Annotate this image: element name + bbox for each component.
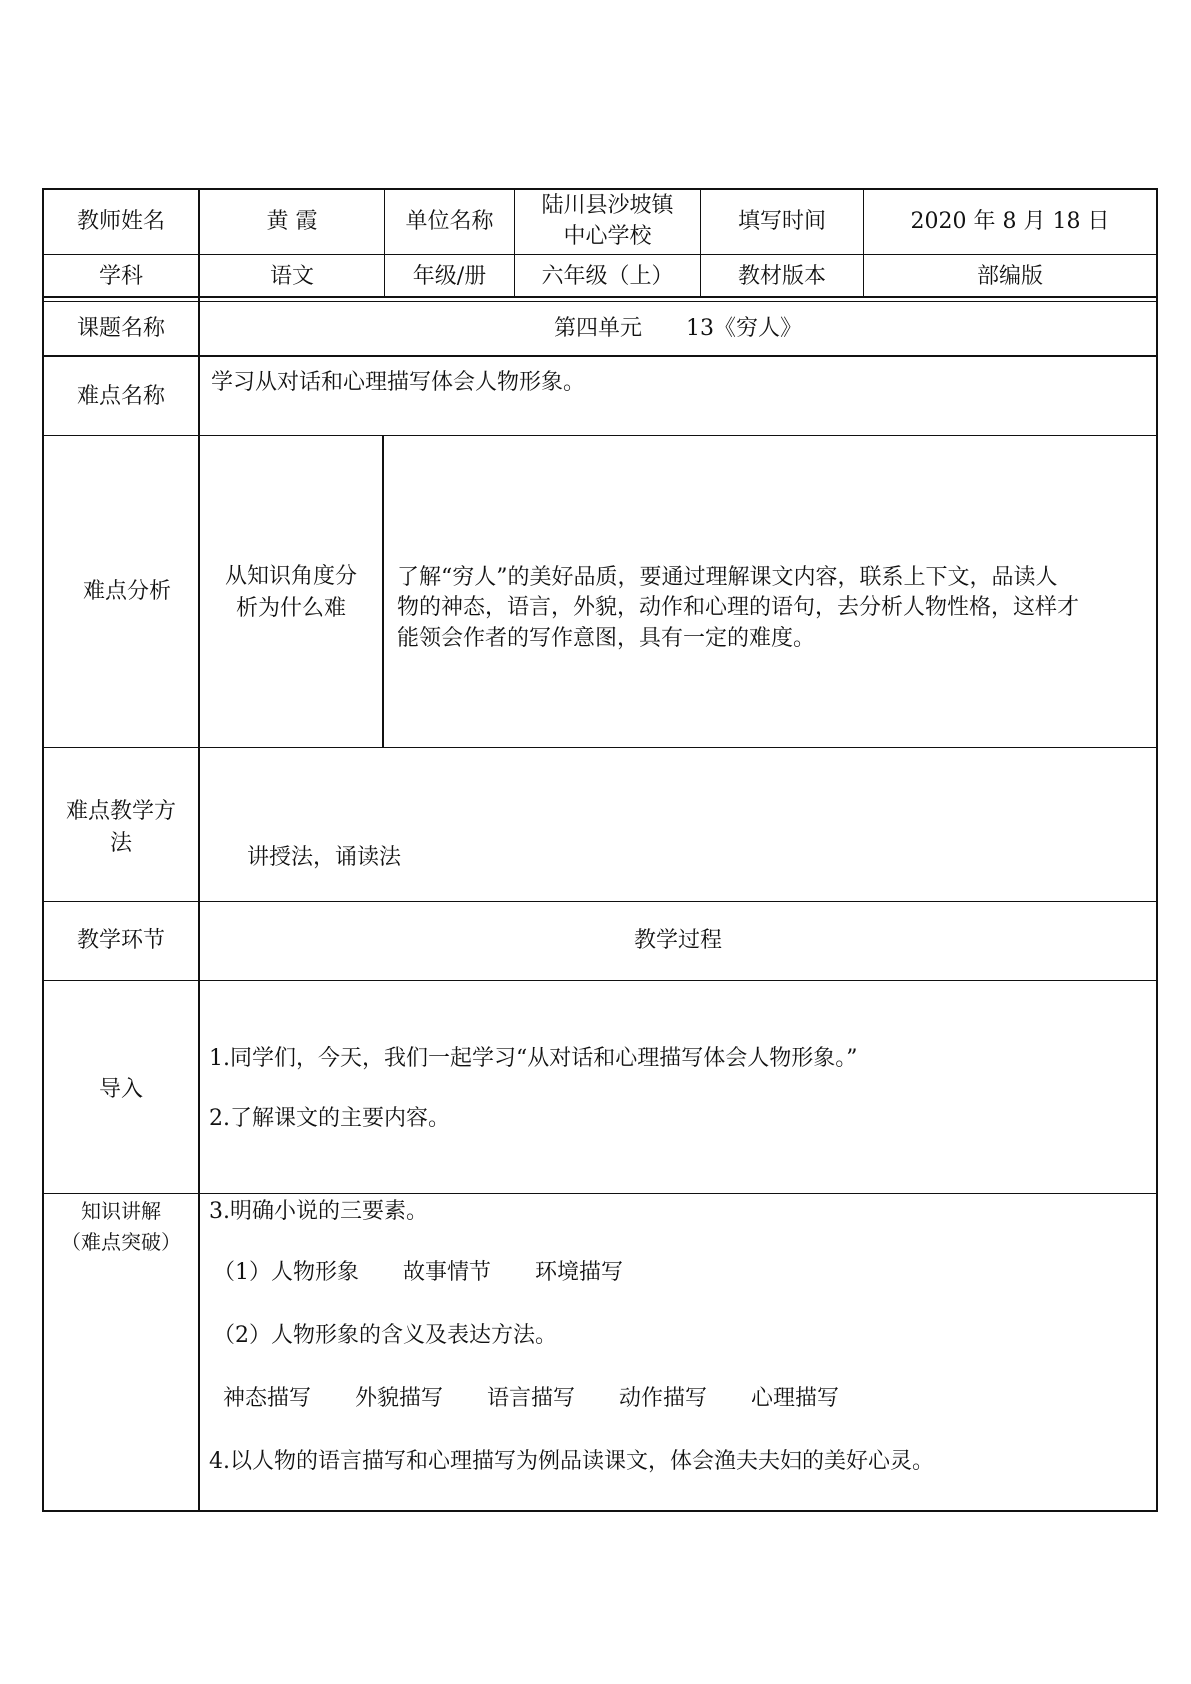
- row-divider: [42, 301, 1158, 302]
- unit-name-value-line1: 陆川县沙坡镇: [541, 193, 674, 218]
- fill-time-value: 2020 年 8 月 18 日: [910, 209, 1110, 234]
- row-divider: [42, 1193, 1158, 1194]
- row-divider: [42, 435, 1158, 436]
- analysis-text-line2: 物的神态，语言，外貌，动作和心理的语句，去分析人物性格，这样才: [397, 595, 1080, 620]
- knowledge-item-3: 3.明确小说的三要素。: [209, 1199, 428, 1224]
- analysis-inner-divider: [382, 435, 384, 747]
- teacher-name-value: 黄 霞: [266, 209, 318, 234]
- grade-value: 六年级（上）: [541, 264, 674, 289]
- analysis-text-line3: 能领会作者的写作意图，具有一定的难度。: [397, 626, 816, 651]
- knowledge-item-4: 4.以人物的语言描写和心理描写为例品读课文，体会渔夫夫妇的美好心灵。: [209, 1449, 934, 1474]
- method-value: 讲授法，诵读法: [247, 845, 402, 870]
- method-label-line1: 难点教学方: [65, 799, 176, 824]
- process-label: 教学环节: [76, 928, 165, 953]
- analysis-sub-label-line1: 从知识角度分: [224, 564, 357, 589]
- unit-name-value-line2: 中心学校: [563, 224, 652, 249]
- analysis-sub-label-line2: 析为什么难: [235, 596, 346, 621]
- edition-value: 部编版: [976, 264, 1043, 289]
- edition-label: 教材版本: [737, 264, 826, 289]
- row-divider: [42, 254, 1158, 255]
- unit-name-label: 单位名称: [405, 209, 494, 234]
- method-label-line2: 法: [109, 831, 132, 856]
- knowledge-label-line2: （难点突破）: [61, 1230, 181, 1254]
- teacher-name-label: 教师姓名: [76, 209, 165, 234]
- table-border-top: [42, 188, 1158, 190]
- grade-label: 年级/册: [412, 264, 487, 289]
- intro-item-1: 1.同学们，今天，我们一起学习“从对话和心理描写体会人物形象。”: [209, 1046, 858, 1071]
- knowledge-item-3-2: （2）人物形象的含义及表达方法。: [213, 1323, 557, 1348]
- topic-value: 第四单元 13《穷人》: [554, 316, 802, 341]
- row-divider: [42, 980, 1158, 981]
- difficulty-value: 学习从对话和心理描写体会人物形象。: [211, 370, 586, 395]
- subject-label: 学科: [98, 264, 143, 289]
- intro-label: 导入: [98, 1077, 143, 1102]
- difficulty-label: 难点名称: [76, 384, 165, 409]
- row-divider: [42, 747, 1158, 748]
- table-border-bottom: [42, 1510, 1158, 1512]
- row-divider: [42, 901, 1158, 902]
- row-divider: [42, 355, 1158, 357]
- knowledge-item-3-1: （1）人物形象 故事情节 环境描写: [213, 1260, 623, 1285]
- topic-label: 课题名称: [76, 316, 165, 341]
- table-border-right: [1156, 188, 1158, 1512]
- analysis-label: 难点分析: [82, 579, 171, 604]
- knowledge-label-line1: 知识讲解: [81, 1199, 161, 1223]
- label-column-divider: [198, 188, 200, 1510]
- process-value: 教学过程: [633, 928, 722, 953]
- knowledge-item-3-3: 神态描写 外貌描写 语言描写 动作描写 心理描写: [223, 1386, 840, 1411]
- intro-item-2: 2.了解课文的主要内容。: [209, 1106, 450, 1131]
- analysis-text-line1: 了解“穷人”的美好品质，要通过理解课文内容，联系上下文，品读人: [397, 565, 1058, 590]
- fill-time-label: 填写时间: [737, 209, 826, 234]
- row-divider: [42, 296, 1158, 298]
- subject-value: 语文: [269, 264, 314, 289]
